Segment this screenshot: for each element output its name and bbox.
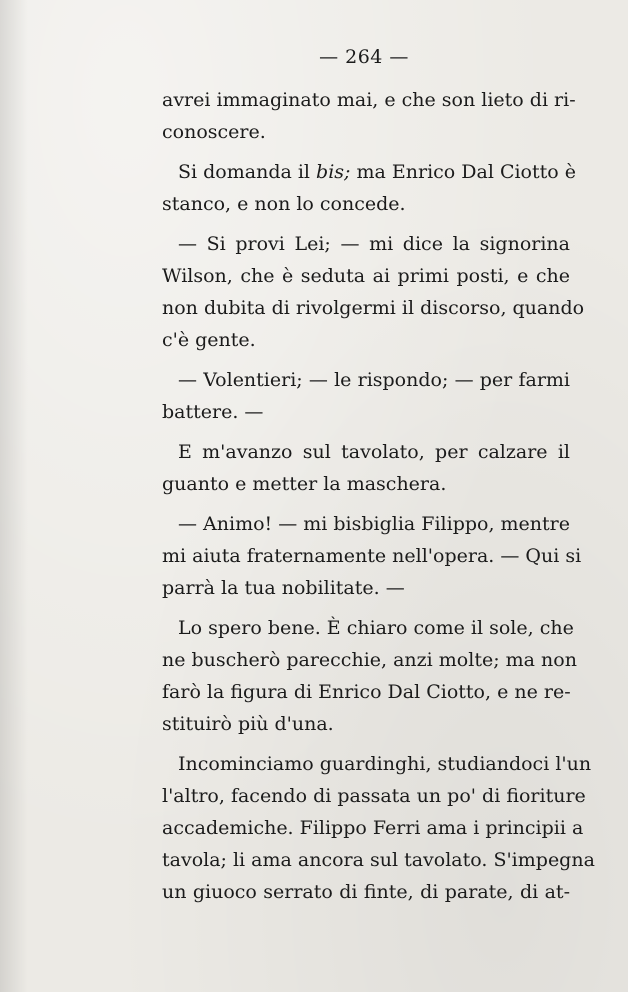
text-line: tavola; li ama ancora sul tavolato. S'impegna	[162, 849, 595, 871]
paragraph-6	[162, 508, 582, 604]
text-line: l'altro, facendo di passata un po' di fioriture	[162, 785, 586, 807]
text-line: guanto e metter la maschera.	[162, 473, 447, 495]
text-line: parrà la tua nobilitate. —	[162, 577, 405, 599]
text-line: un giuoco serrato di finte, di parate, di at-	[162, 881, 570, 903]
text-line: Incominciamo guardinghi, studiandoci l'un	[178, 753, 592, 775]
body-text	[162, 84, 595, 916]
text-line: accademiche. Filippo Ferri ama i principii a	[162, 817, 584, 839]
text-line: non dubita di rivolgermi il discorso, quando	[162, 297, 585, 319]
text-line	[162, 156, 576, 188]
text-line: Wilson, che è seduta ai primi posti, e che	[162, 265, 570, 287]
text-line: battere. —	[162, 401, 264, 423]
emphasis-bis: bis;	[316, 161, 351, 183]
text-line: stituirò più d'una.	[162, 713, 334, 735]
text-fragment: ma Enrico Dal Ciotto è	[350, 161, 576, 183]
text-fragment: Si domanda il	[178, 161, 317, 183]
paragraph-7	[162, 612, 577, 740]
paragraph-1	[162, 84, 576, 148]
text-line: Lo spero bene. È chiaro come il sole, che	[178, 617, 574, 639]
paragraph-3	[162, 228, 585, 356]
text-line: avrei immaginato mai, e che son lieto di ri-	[162, 89, 576, 111]
paragraph-5	[162, 436, 570, 500]
text-line: ne buscherò parecchie, anzi molte; ma non	[162, 649, 577, 671]
text-line: — Si provi Lei; — mi dice la signorina	[178, 233, 570, 255]
page-number-header	[0, 46, 628, 68]
text-line: — Animo! — mi bisbiglia Filippo, mentre	[178, 513, 571, 535]
paragraph-4	[162, 364, 570, 428]
text-line: farò la figura di Enrico Dal Ciotto, e ne re-	[162, 681, 571, 703]
text-line: mi aiuta fraternamente nell'opera. — Qui si	[162, 545, 582, 567]
paragraph-8	[162, 748, 595, 908]
text-line: — Volentieri; — le rispondo; — per farmi	[178, 369, 570, 391]
paragraph-2	[162, 156, 576, 220]
text-line: E m'avanzo sul tavolato, per calzare il	[178, 441, 570, 463]
page-number: — 264 —	[319, 46, 409, 68]
text-line: stanco, e non lo concede.	[162, 193, 406, 215]
text-line: conoscere.	[162, 121, 266, 143]
text-line: c'è gente.	[162, 329, 256, 351]
